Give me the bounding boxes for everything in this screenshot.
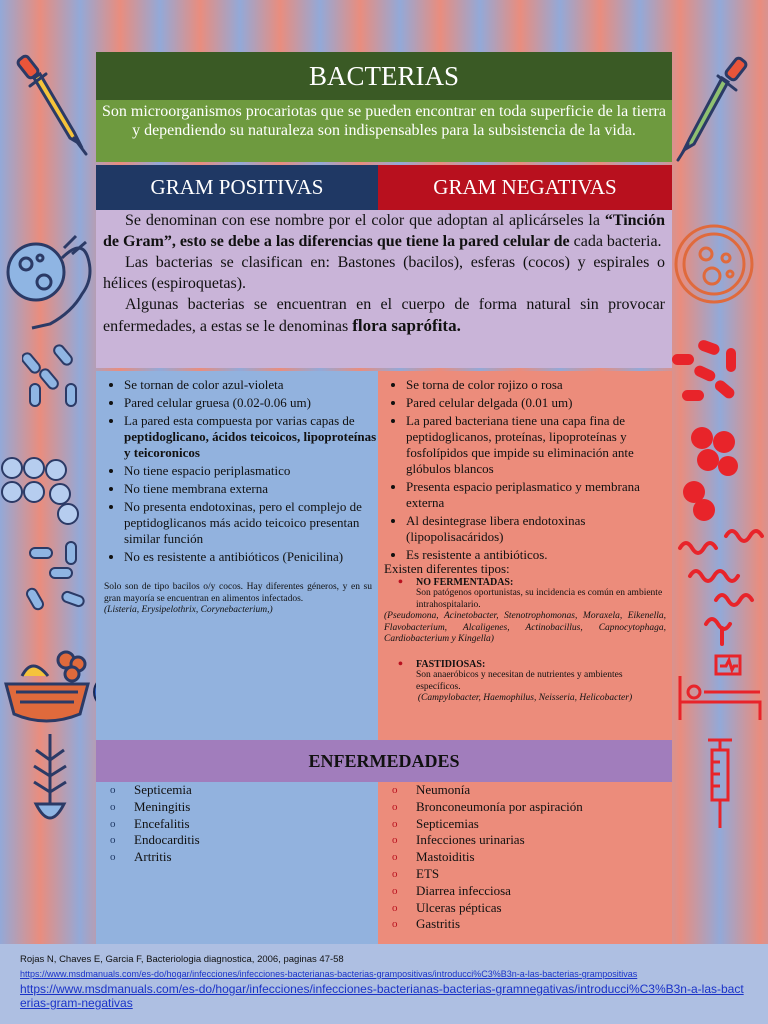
- paragraph-gram-staining: Se denominan con ese nombre por el color que adoptan al aplicárseles la “Tinción de Gram”, esto se debe a las diferencias que tiene la pared celular de cada bacteria.: [103, 212, 665, 250]
- negative-diseases-list: [378, 782, 672, 933]
- list-item: o Bronconeumonía por aspiración: [378, 799, 672, 816]
- positive-diseases-list: [96, 782, 378, 866]
- list-item: • Al desintegrase libera endotoxinas (lipopolisacáridos): [406, 513, 672, 545]
- list-item: o Encefalitis: [96, 816, 378, 833]
- list-item: o Mastoiditis: [378, 849, 672, 866]
- list-item: • Pared celular gruesa (0.02-0.06 um): [124, 395, 378, 411]
- gram-positive-header: GRAM POSITIVAS: [96, 165, 378, 210]
- list-item: o Endocarditis: [96, 832, 378, 849]
- cocci-icon: [0, 456, 82, 526]
- list-item: • No tiene membrana externa: [124, 481, 378, 497]
- paragraph-classification: Las bacterias se clasifican en: Bastones (bacilos), esferas (cocos) y espirales o hélices (espiroquetas).: [103, 254, 665, 292]
- negative-traits-list: [378, 377, 672, 563]
- diseases-header: ENFERMEDADES: [96, 740, 672, 782]
- reference-link-1[interactable]: https://www.msdmanuals.com/es-do/hogar/infecciones/infecciones-bacterianas-bacterias-grampositivas/introducci%C3%B3n-a-las-bacterias-grampositivas: [20, 969, 638, 979]
- red-bacilli-icon: [668, 340, 748, 412]
- list-item: o Diarrea infecciosa: [378, 883, 672, 900]
- fish-bone-icon: [24, 730, 76, 826]
- list-item: o Septicemia: [96, 782, 378, 799]
- dropper-icon: [8, 48, 90, 158]
- list-item: o Septicemias: [378, 816, 672, 833]
- fastidiosas-label: • FASTIDIOSAS:: [416, 659, 666, 670]
- page-title: BACTERIAS: [96, 52, 672, 100]
- references: [0, 944, 768, 1024]
- fruit-basket-icon: [2, 632, 92, 728]
- list-item: • La pared esta compuesta por varias capas de peptidoglicano, ácidos teicoicos, lipoproteínas y teicoronicos: [124, 413, 378, 461]
- gram-negative-header: GRAM NEGATIVAS: [378, 165, 672, 210]
- list-item: • Pared celular delgada (0.01 um): [406, 395, 672, 411]
- paragraph-flora: Algunas bacterias se encuentran en el cuerpo de forma natural sin provocar enfermedades, a estas se le denominas flora saprófita.: [103, 296, 665, 335]
- list-item: • Se torna de color rojizo o rosa: [406, 377, 672, 393]
- no-fermentadas-section: • NO FERMENTADAS: Son patógenos oportunistas, su incidencia es común en ambiente intrahospitalario. (Pseudomona, Acinetobacter, Stenotrophomonas, Moraxela, Eikenella, Flavobacterium, Alcaligenes, Actinobacillus, Capnocytophaga, Cardiobacterium y Kingella): [384, 577, 666, 646]
- citation: Rojas N, Chaves E, Garcia F, Bacteriologia diagnostica, 2006, paginas 47-58: [20, 954, 344, 965]
- bacilli-icon: [26, 538, 90, 618]
- intro-text: Son microorganismos procariotas que se pueden encontrar en toda superficie de la tierra y dependiendo su naturaleza son indispensables para la subsistencia de la vida.: [96, 100, 672, 162]
- list-item: o Gastritis: [378, 916, 672, 933]
- list-item: • Presenta espacio periplasmatico y membrana externa: [406, 479, 672, 511]
- bacteria-hand-icon: [2, 228, 98, 332]
- list-item: • No presenta endotoxinas, pero el complejo de peptidoglicanos más acido teicoico presentan similar función: [124, 499, 378, 547]
- petri-dish-icon: [672, 222, 756, 306]
- positive-note: Solo son de tipo bacilos o/y cocos. Hay diferentes géneros, y en su gran mayoría se encuentran en alimentos infectados. (Listeria, Erysipelothrix, Corynebacterium,): [104, 582, 372, 615]
- types-heading: Existen diferentes tipos:: [384, 561, 510, 576]
- list-item: • No es resistente a antibióticos (Penicilina): [124, 549, 378, 565]
- list-item: o ETS: [378, 866, 672, 883]
- list-item: o Neumonía: [378, 782, 672, 799]
- list-item: • La pared bacteriana tiene una capa fina de peptidoglicanos, proteínas, lipoproteínas y fosfolípidos que impide su eliminación ante glóbulos blancos: [406, 413, 672, 477]
- list-item: • Se tornan de color azul-violeta: [124, 377, 378, 393]
- reference-link-2[interactable]: https://www.msdmanuals.com/es-do/hogar/infecciones/infecciones-bacterianas-bacterias-gramnegativas/introducci%C3%B3n-a-las-bacterias-gram-negativas: [20, 982, 744, 1010]
- positive-traits-list: [96, 377, 378, 565]
- bacilli-icon: [22, 342, 86, 412]
- list-item: o Artritis: [96, 849, 378, 866]
- syringe-icon: [700, 734, 740, 830]
- list-item: o Meningitis: [96, 799, 378, 816]
- fastidiosas-section: • FASTIDIOSAS: Son anaeróbicos y necesitan de nutrientes y ambientes específicos. (Campylobacter, Haemophilus, Neisseria, Helicobacter): [384, 659, 666, 705]
- list-item: o Ulceras pépticas: [378, 900, 672, 917]
- list-item: • Es resistente a antibióticos.: [406, 547, 672, 563]
- shared-description: [96, 210, 672, 368]
- list-item: • No tiene espacio periplasmatico: [124, 463, 378, 479]
- no-fermentadas-label: • NO FERMENTADAS:: [416, 577, 666, 588]
- hospital-bed-icon: [676, 652, 766, 724]
- red-cocci-icon: [680, 424, 750, 524]
- list-item: o Infecciones urinarias: [378, 832, 672, 849]
- dropper-icon: [672, 52, 758, 164]
- spirochete-icon: [676, 528, 766, 648]
